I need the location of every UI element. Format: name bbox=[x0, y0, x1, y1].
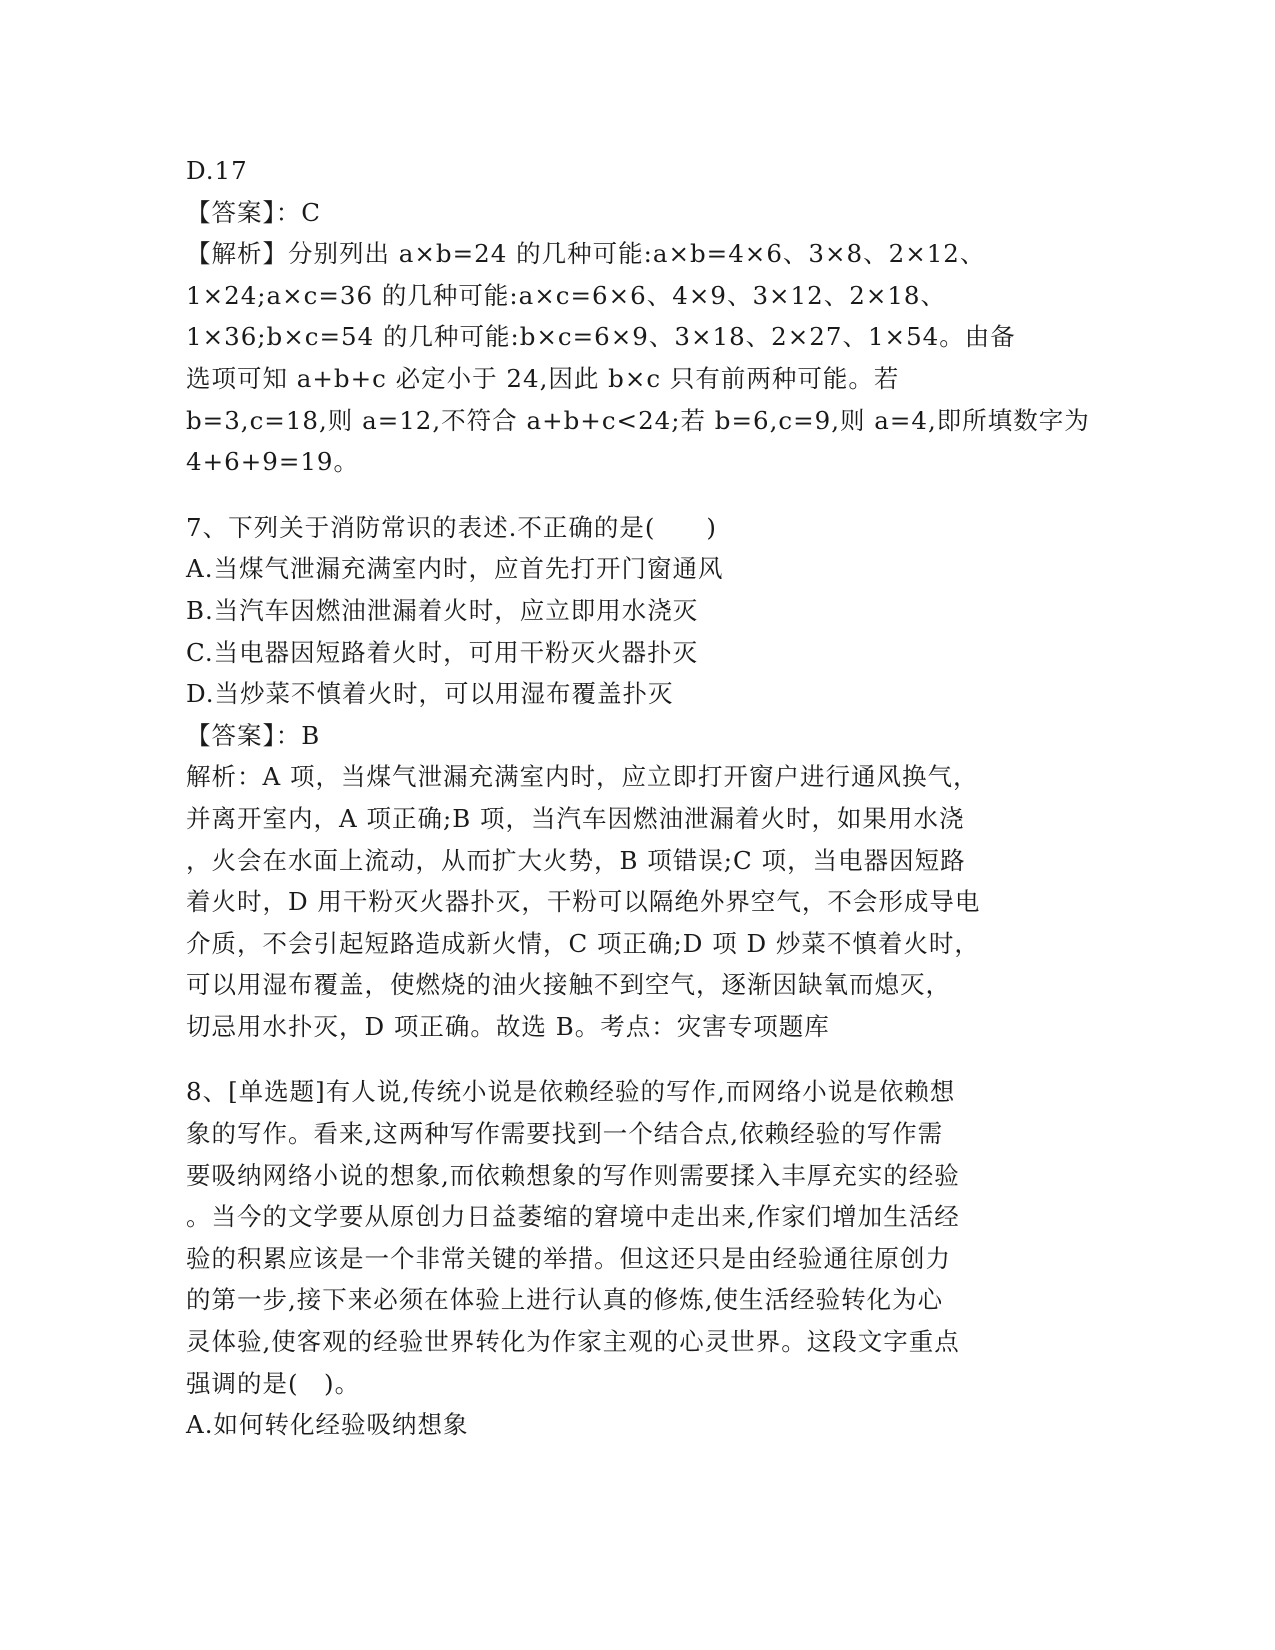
question-7-analysis-line: 着火时，D 用干粉灭火器扑灭，干粉可以隔绝外界空气，不会形成导电 bbox=[186, 887, 981, 917]
question-8-block bbox=[186, 1071, 1086, 1445]
question-7-analysis-line: ，火会在水面上流动，从而扩大火势，B 项错误;C 项，当电器因短路 bbox=[186, 845, 966, 875]
question-7-block bbox=[186, 507, 1086, 1048]
question-6-analysis-line: 【解析】分别列出 a×b=24 的几种可能:a×b=4×6、3×8、2×12、 bbox=[186, 239, 986, 269]
question-8-stem-line: 验的积累应该是一个非常关键的举措。但这还只是由经验通往原创力 bbox=[186, 1243, 951, 1273]
question-8-stem-line: 灵体验,使客观的经验世界转化为作家主观的心灵世界。这段文字重点 bbox=[186, 1327, 960, 1357]
question-7-analysis-line: 切忌用水扑灭，D 项正确。故选 B。考点：灾害专项题库 bbox=[186, 1011, 830, 1041]
question-7-analysis-line: 可以用湿布覆盖，使燃烧的油火接触不到空气，逐渐因缺氧而熄灭， bbox=[186, 970, 951, 1000]
question-8-stem-line: 。当今的文学要从原创力日益萎缩的窘境中走出来,作家们增加生活经 bbox=[186, 1202, 960, 1232]
question-7-analysis-line: 并离开室内，A 项正确;B 项，当汽车因燃油泄漏着火时，如果用水浇 bbox=[186, 803, 965, 833]
question-7-analysis-line: 介质，不会引起短路造成新火情，C 项正确;D 项 D 炒菜不慎着火时， bbox=[186, 928, 980, 958]
question-6-block bbox=[186, 150, 1090, 483]
question-6-answer: 【答案】：C bbox=[186, 197, 321, 227]
question-6-analysis-line: b=3,c=18,则 a=12,不符合 a+b+c<24;若 b=6,c=9,则 a=4,即所填数字为 bbox=[186, 405, 1090, 435]
question-8-stem-line: 8、[单选题]有人说,传统小说是依赖经验的写作,而网络小说是依赖想 bbox=[186, 1077, 956, 1107]
question-7-option-a: A.当煤气泄漏充满室内时，应首先打开门窗通风 bbox=[186, 554, 724, 584]
question-8-option-a: A.如何转化经验吸纳想象 bbox=[186, 1410, 469, 1440]
question-6-analysis-line: 选项可知 a+b+c 必定小于 24,因此 b×c 只有前两种可能。若 bbox=[186, 363, 900, 393]
question-7-answer: 【答案】：B bbox=[186, 720, 321, 750]
question-7-option-b: B.当汽车因燃油泄漏着火时，应立即用水浇灭 bbox=[186, 595, 699, 625]
question-7-option-d: D.当炒菜不慎着火时，可以用湿布覆盖扑灭 bbox=[186, 679, 674, 709]
paragraph-gap bbox=[186, 483, 1086, 507]
question-6-analysis-line: 4+6+9=19。 bbox=[186, 447, 360, 477]
document-content bbox=[186, 150, 1090, 1446]
question-8-stem-line: 象的写作。看来,这两种写作需要找到一个结合点,依赖经验的写作需 bbox=[186, 1119, 944, 1149]
question-7-analysis-line: 解析：A 项，当煤气泄漏充满室内时，应立即打开窗户进行通风换气， bbox=[186, 762, 979, 792]
question-6-analysis-line: 1×24;a×c=36 的几种可能:a×c=6×6、4×9、3×12、2×18、 bbox=[186, 280, 947, 310]
question-7-stem: 7、下列关于消防常识的表述.不正确的是( ) bbox=[186, 512, 717, 542]
question-8-stem-line: 要吸纳网络小说的想象,而依赖想象的写作则需要揉入丰厚充实的经验 bbox=[186, 1160, 960, 1190]
question-6-analysis-line: 1×36;b×c=54 的几种可能:b×c=6×9、3×18、2×27、1×54。由备 bbox=[186, 322, 1016, 352]
paragraph-gap bbox=[186, 1047, 1086, 1071]
question-8-stem-line: 的第一步,接下来必须在体验上进行认真的修炼,使生活经验转化为心 bbox=[186, 1285, 944, 1315]
question-6-option-d: D.17 bbox=[186, 156, 248, 185]
question-8-stem-line: 强调的是( )。 bbox=[186, 1368, 361, 1398]
question-7-option-c: C.当电器因短路着火时，可用干粉灭火器扑灭 bbox=[186, 637, 699, 667]
